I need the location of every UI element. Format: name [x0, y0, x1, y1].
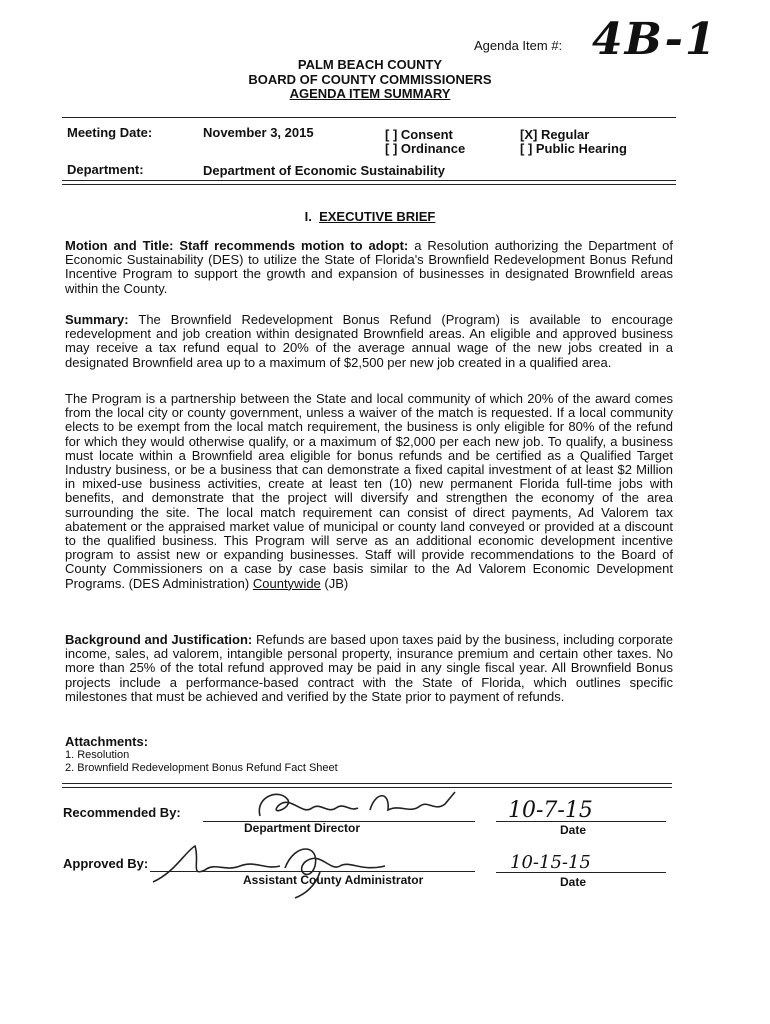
summary-label: Summary:: [65, 312, 129, 327]
approved-date-label: Date: [560, 875, 587, 889]
motion-text: a Resolution authorizing the Department of Economic Sustainability (DES) to utilize the State of Florida's Brownfield Redevelopment Bonus Refund Incentive Program to support the growth and expansion of businesses in designated Brownfield areas within the County.: [65, 238, 673, 296]
recommended-title: Department Director: [244, 821, 361, 835]
header-divider: [62, 117, 676, 118]
countywide-label: Countywide: [252, 575, 321, 591]
section-heading: [200, 209, 540, 224]
attachments-list: [65, 749, 338, 775]
department-name: Department of Economic Sustainability: [203, 163, 445, 178]
motion-label: Motion and Title: Staff recommends motion to adopt:: [65, 238, 409, 253]
approved-signature: [145, 832, 415, 902]
attachments-label: Attachments:: [65, 734, 149, 749]
background-paragraph: [65, 633, 673, 704]
regular-checkbox: [X] Regular: [520, 127, 590, 142]
summary-text: The Brownfield Redevelopment Bonus Refund (Program) is available to encourage redevelopment and job creation within designated Brownfield areas. An eligible and approved business may receive a tax refund equal to 20% of the average annual wage of the new jobs created in a designated Brownfield area up to a maximum of $2,500 per new job created in a qualified area.: [65, 312, 673, 370]
recommended-by-label: Recommended By:: [63, 805, 181, 820]
meeting-date: November 3, 2015: [203, 125, 314, 140]
section-numeral: I.: [304, 209, 312, 224]
summary-paragraph-2: [65, 392, 673, 591]
meta-divider-1: [62, 180, 676, 181]
summary-initials: (JB): [324, 575, 349, 591]
header-block: [200, 58, 540, 102]
board-name: BOARD OF COUNTY COMMISSIONERS: [248, 71, 492, 87]
public-hearing-checkbox: [ ] Public Hearing: [520, 141, 627, 156]
attachment-item: 2. Brownfield Redevelopment Bonus Refund Fact Sheet: [65, 762, 338, 774]
document-title: AGENDA ITEM SUMMARY: [289, 86, 451, 101]
ordinance-checkbox: [ ] Ordinance: [385, 141, 466, 156]
approved-title: Assistant County Administrator: [243, 873, 424, 887]
recommended-date-label: Date: [560, 823, 587, 837]
summary-text-2: The Program is a partnership between the State and local community of which 20% of the award comes from the local city or county government, unless a waiver of the match is requested. If a local community elects to be exempt from the local match requirement, the business is only eligible for 80% of the refund for which they would otherwise qualify, or a maximum of $2,000 per each new job. To qualify, a business must locate within a Brownfield area eligible for bonus refunds and be certified as a Qualified Target Industry business, or be a business that can demonstrate a fixed capital investment of at least $2 Million in mixed-use business activities, create at least ten (10) new permanent Florida full-time jobs with benefits, and demonstrate that the project will diversify and strengthen the economy of the area surrounding the site. The local match requirement can consist of direct payments, Ad Valorem tax abatement or the appraised market value of municipal or county land conveyed or provided at a discount to the qualified business. This Program will serve as an additional economic development incentive program to assist new or expanding businesses. Staff will provide recommendations to the Board of County Commissioners on a case by case basis similar to the Ad Valorem Economic Development Programs. (DES Administration): [65, 391, 673, 591]
signature-divider-1: [62, 783, 672, 784]
background-text: Refunds are based upon taxes paid by the business, including corporate income, sales, ad valorem, intangible personal property, insurance premium and certain other taxes. No more than 25% of the total refund approved may be paid in any single fiscal year. All Brownfield Bonus projects include a performance-based contract with the State of Florida, which outlines specific milestones that must be achieved and verified by the State prior to payment of refunds.: [65, 632, 673, 704]
department-label: Department:: [67, 162, 144, 177]
section-title: EXECUTIVE BRIEF: [319, 209, 436, 224]
approved-date: 10-15-15: [510, 852, 591, 873]
meeting-date-label: Meeting Date:: [67, 125, 153, 140]
agenda-item-label: Agenda Item #:: [474, 38, 563, 53]
county-name: PALM BEACH COUNTY: [297, 57, 443, 72]
background-label: Background and Justification:: [65, 632, 253, 647]
motion-paragraph: [65, 239, 673, 296]
consent-checkbox: [ ] Consent: [385, 127, 453, 142]
agenda-item-number: 4B-1: [592, 14, 718, 65]
attachment-item: 1. Resolution: [65, 749, 130, 761]
summary-paragraph: [65, 313, 673, 370]
approved-by-label: Approved By:: [63, 856, 149, 871]
recommended-date: 10-7-15: [508, 798, 593, 823]
meta-divider-2: [62, 184, 676, 185]
